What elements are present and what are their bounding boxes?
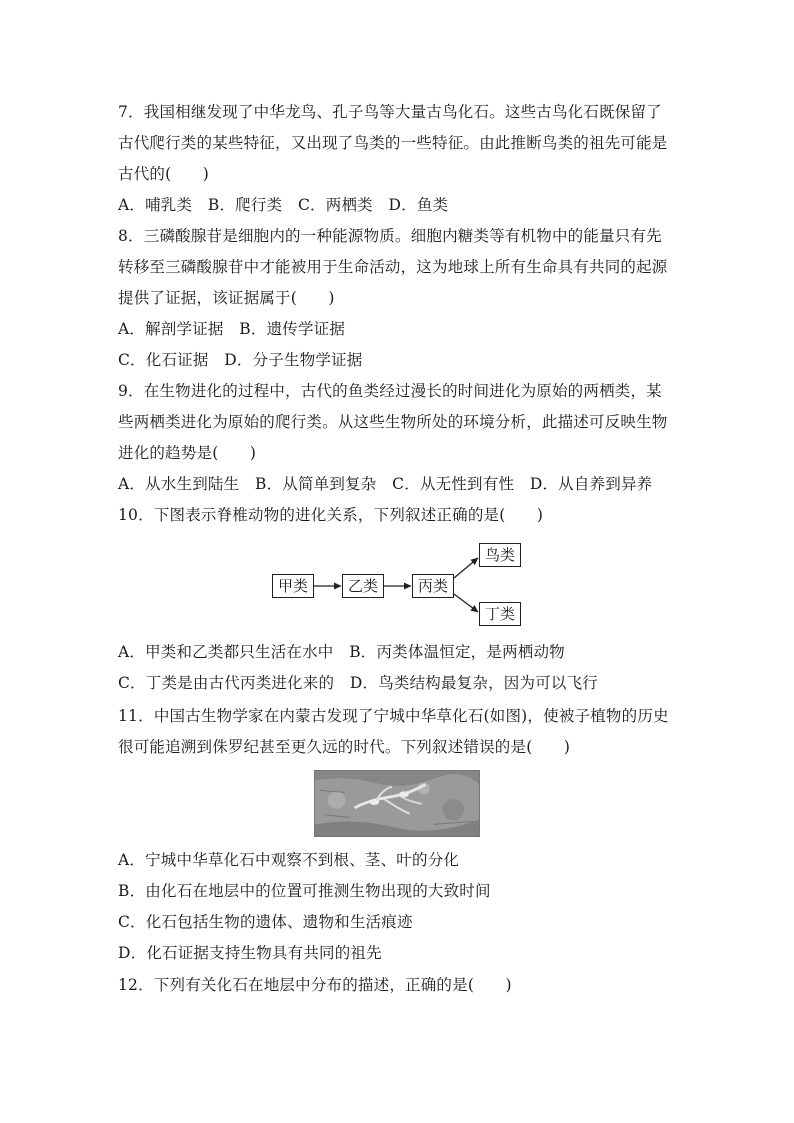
q11-line-1: 11．中国古生物学家在内蒙古发现了宁城中华草化石(如图)，使被子植物的历史: [118, 707, 669, 725]
box-niao: 鸟类: [479, 543, 521, 567]
q7-line-2: 古代爬行类的某些特征，又出现了鸟类的一些特征。由此推断鸟类的祖先可能是: [118, 134, 668, 152]
q9-options: A．从水生到陆生 B．从简单到复杂 C．从无性到有性 D．从自养到异养: [118, 475, 653, 493]
q8-options-ab: A．解剖学证据 B．遗传学证据: [118, 320, 346, 338]
box-jia: 甲类: [272, 574, 314, 598]
q11-option-c: C．化石包括生物的遗体、遗物和生活痕迹: [118, 913, 413, 931]
q8-options-cd: C．化石证据 D．分子生物学证据: [118, 351, 363, 369]
q9-line-1: 9．在生物进化的过程中，古代的鱼类经过漫长的时间进化为原始的两栖类，某: [118, 382, 662, 400]
fossil-photo: [314, 770, 480, 837]
q8-line-1: 8．三磷酸腺苷是细胞内的一种能源物质。细胞内糖类等有机物中的能量只有先: [118, 227, 662, 245]
box-yi: 乙类: [342, 574, 384, 598]
q10-line-1: 10．下图表示脊椎动物的进化关系，下列叙述正确的是( ): [118, 506, 544, 524]
q10-options-cd: C．丁类是由古代丙类进化来的 D．鸟类结构最复杂，因为可以飞行: [118, 674, 598, 692]
q11-line-2: 很可能追溯到侏罗纪甚至更久远的时代。下列叙述错误的是( ): [118, 738, 571, 756]
q7-line-3: 古代的( ): [118, 165, 209, 183]
box-bing: 丙类: [412, 574, 454, 598]
q11-option-a: A．宁城中华草化石中观察不到根、茎、叶的分化: [118, 851, 460, 869]
q7-line-1: 7．我国相继发现了中华龙鸟、孔子鸟等大量古鸟化石。这些古鸟化石既保留了: [118, 103, 662, 121]
q11-option-b: B．由化石在地层中的位置可推测生物出现的大致时间: [118, 882, 491, 900]
q10-options-ab: A．甲类和乙类都只生活在水中 B．丙类体温恒定，是两栖动物: [118, 643, 565, 661]
q7-options: A．哺乳类 B．爬行类 C．两栖类 D．鱼类: [118, 196, 449, 214]
q11-option-d: D．化石证据支持生物具有共同的祖先: [118, 944, 382, 962]
q9-line-2: 些两栖类进化为原始的爬行类。从这些生物所处的环境分析，此描述可反映生物: [118, 413, 668, 431]
q12-line-1: 12．下列有关化石在地层中分布的描述，正确的是( ): [118, 976, 512, 994]
q8-line-2: 转移至三磷酸腺苷中才能被用于生命活动，这为地球上所有生命具有共同的起源: [118, 258, 668, 276]
arrow-bing-to-ding: [454, 594, 478, 612]
q9-line-3: 进化的趋势是( ): [118, 444, 257, 462]
box-ding: 丁类: [479, 602, 521, 626]
arrow-bing-to-niao: [454, 558, 478, 578]
q8-line-3: 提供了证据，该证据属于( ): [118, 289, 335, 307]
